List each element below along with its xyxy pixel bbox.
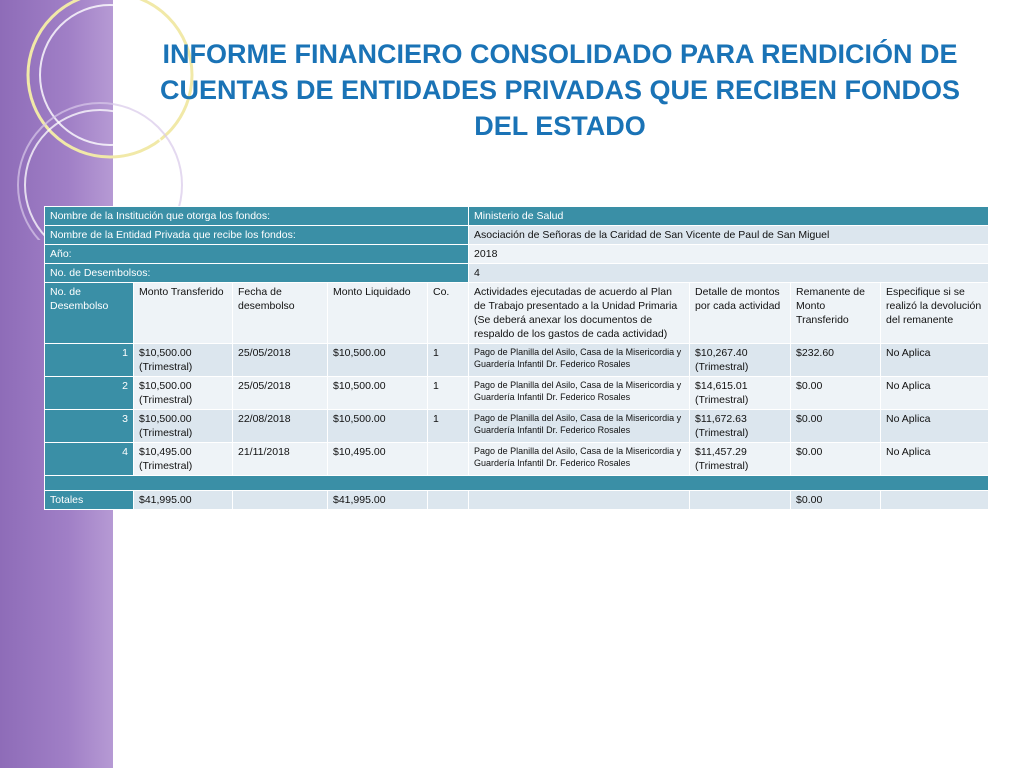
disbursement-date: 25/05/2018 — [233, 344, 328, 377]
info-label: Nombre de la Entidad Privada que recibe los fondos: — [45, 226, 469, 245]
disbursement-number: 3 — [45, 410, 134, 443]
refund-status: No Aplica — [881, 377, 989, 410]
column-header: Co. — [428, 283, 469, 344]
info-value: 4 — [469, 264, 989, 283]
table-row — [45, 377, 989, 410]
info-row-year — [45, 245, 989, 264]
column-header: Remanente de Monto Transferido — [791, 283, 881, 344]
column-header: Monto Liquidado — [328, 283, 428, 344]
activities: Pago de Planilla del Asilo, Casa de la Misericordia y Guardería Infantil Dr. Federico Rosales — [469, 344, 690, 377]
total-liquidated: $41,995.00 — [328, 491, 428, 510]
empty-cell — [233, 491, 328, 510]
amount-transferred: $10,500.00 (Trimestral) — [134, 377, 233, 410]
info-row-institution — [45, 207, 989, 226]
info-label: Nombre de la Institución que otorga los fondos: — [45, 207, 469, 226]
remainder: $0.00 — [791, 377, 881, 410]
activity-detail: $11,672.63 (Trimestral) — [690, 410, 791, 443]
column-header: Especifique si se realizó la devolución del remanente — [881, 283, 989, 344]
remainder: $0.00 — [791, 443, 881, 476]
empty-cell — [469, 491, 690, 510]
info-value: Asociación de Señoras de la Caridad de San Vicente de Paul de San Miguel — [469, 226, 989, 245]
column-header: Actividades ejecutadas de acuerdo al Plan de Trabajo presentado a la Unidad Primaria (Se deberá anexar los documentos de respaldo de los gastos de cada actividad) — [469, 283, 690, 344]
co-value: 1 — [428, 377, 469, 410]
separator-row — [45, 476, 989, 491]
amount-liquidated: $10,500.00 — [328, 344, 428, 377]
activity-detail: $10,267.40 (Trimestral) — [690, 344, 791, 377]
activities: Pago de Planilla del Asilo, Casa de la Misericordia y Guardería Infantil Dr. Federico Rosales — [469, 443, 690, 476]
empty-cell — [428, 491, 469, 510]
financial-report-table — [44, 206, 989, 510]
column-header: Detalle de montos por cada actividad — [690, 283, 791, 344]
info-row-disbursements — [45, 264, 989, 283]
disbursement-number: 4 — [45, 443, 134, 476]
amount-liquidated: $10,500.00 — [328, 410, 428, 443]
empty-cell — [690, 491, 791, 510]
table-row — [45, 410, 989, 443]
refund-status: No Aplica — [881, 344, 989, 377]
activities: Pago de Planilla del Asilo, Casa de la Misericordia y Guardería Infantil Dr. Federico Rosales — [469, 377, 690, 410]
column-header: No. de Desembolso — [45, 283, 134, 344]
refund-status: No Aplica — [881, 443, 989, 476]
co-value: 1 — [428, 344, 469, 377]
info-label: Año: — [45, 245, 469, 264]
amount-transferred: $10,500.00 (Trimestral) — [134, 344, 233, 377]
disbursement-number: 1 — [45, 344, 134, 377]
totals-row — [45, 491, 989, 510]
remainder: $0.00 — [791, 410, 881, 443]
info-label: No. de Desembolsos: — [45, 264, 469, 283]
disbursement-date: 25/05/2018 — [233, 377, 328, 410]
info-value: 2018 — [469, 245, 989, 264]
table-row — [45, 344, 989, 377]
amount-transferred: $10,500.00 (Trimestral) — [134, 410, 233, 443]
column-header: Monto Transferido — [134, 283, 233, 344]
co-value — [428, 443, 469, 476]
activity-detail: $14,615.01 (Trimestral) — [690, 377, 791, 410]
info-row-entity — [45, 226, 989, 245]
disbursement-date: 22/08/2018 — [233, 410, 328, 443]
page-title: INFORME FINANCIERO CONSOLIDADO PARA RENDICIÓN DE CUENTAS DE ENTIDADES PRIVADAS QUE RECIBEN FONDOS DEL ESTADO — [159, 39, 961, 141]
info-value: Ministerio de Salud — [469, 207, 989, 226]
column-header: Fecha de desembolso — [233, 283, 328, 344]
co-value: 1 — [428, 410, 469, 443]
amount-liquidated: $10,500.00 — [328, 377, 428, 410]
total-remainder: $0.00 — [791, 491, 881, 510]
total-transferred: $41,995.00 — [134, 491, 233, 510]
column-header-row — [45, 283, 989, 344]
activities: Pago de Planilla del Asilo, Casa de la Misericordia y Guardería Infantil Dr. Federico Rosales — [469, 410, 690, 443]
amount-transferred: $10,495.00 (Trimestral) — [134, 443, 233, 476]
disbursement-date: 21/11/2018 — [233, 443, 328, 476]
separator-cell — [45, 476, 989, 491]
totals-label: Totales — [45, 491, 134, 510]
table-row — [45, 443, 989, 476]
refund-status: No Aplica — [881, 410, 989, 443]
empty-cell — [881, 491, 989, 510]
amount-liquidated: $10,495.00 — [328, 443, 428, 476]
disbursement-number: 2 — [45, 377, 134, 410]
remainder: $232.60 — [791, 344, 881, 377]
activity-detail: $11,457.29 (Trimestral) — [690, 443, 791, 476]
